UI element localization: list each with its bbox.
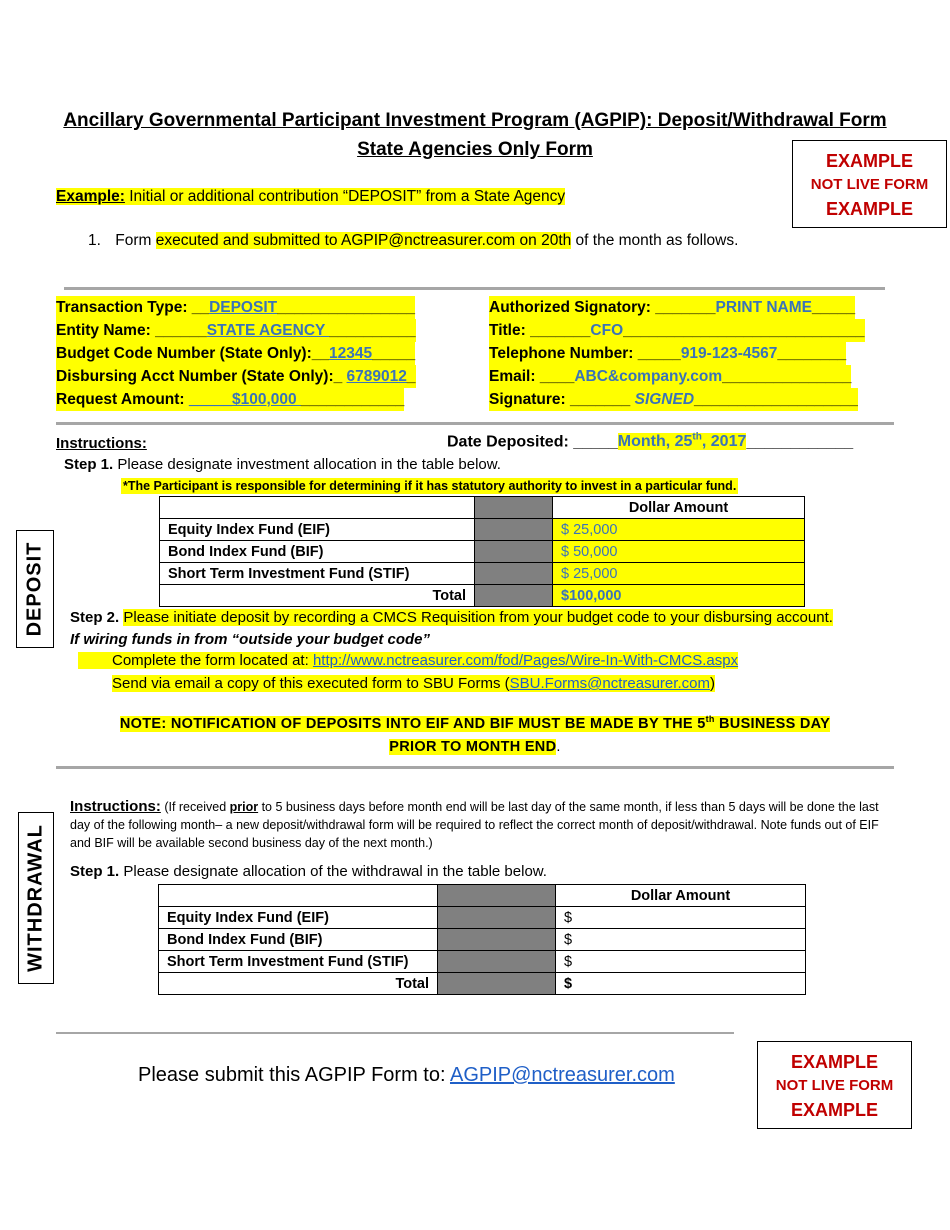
field-email[interactable]: Email: ____ABC&company.com_______________ <box>489 365 851 388</box>
field-signature[interactable]: Signature: _______ SIGNED___________________ <box>489 388 858 411</box>
table-row <box>159 929 806 951</box>
fund-name: Equity Index Fund (EIF) <box>160 519 475 541</box>
example-text: Initial or additional contribution “DEPOSIT” from a State Agency <box>124 188 566 205</box>
table-row <box>160 541 805 563</box>
field-transaction-type[interactable]: Transaction Type: __DEPOSIT________________ <box>56 296 415 319</box>
withdrawal-step1: Step 1. Please designate allocation of the withdrawal in the table below. <box>70 863 547 880</box>
fund-amount[interactable]: $ <box>556 951 806 973</box>
step-highlight: executed and submitted to AGPIP@nctreasurer.com on 20th <box>155 232 572 249</box>
deposit-step2: Step 2. Please initiate deposit by recording a CMCS Requisition from your budget code to your disbursing account. <box>70 609 833 626</box>
field-authorized-signatory[interactable]: Authorized Signatory: _______PRINT NAME_____ <box>489 296 855 319</box>
field-title[interactable]: Title: _______CFO____________________________ <box>489 319 865 342</box>
gray-cell <box>475 519 553 541</box>
fund-name: Bond Index Fund (BIF) <box>160 541 475 563</box>
example-stamp-top <box>792 140 947 228</box>
fund-name: Equity Index Fund (EIF) <box>159 907 438 929</box>
fund-name: Bond Index Fund (BIF) <box>159 929 438 951</box>
total-label: Total <box>160 585 475 607</box>
field-budget-code[interactable]: Budget Code Number (State Only):__12345_____ <box>56 342 415 365</box>
header-blank <box>160 497 475 519</box>
example-line <box>56 188 565 206</box>
numbered-step <box>88 232 738 250</box>
table-row <box>159 907 806 929</box>
total-amount[interactable]: $ <box>556 973 806 995</box>
fund-amount[interactable]: $ <box>556 907 806 929</box>
table-row <box>160 563 805 585</box>
gray-cell <box>475 497 553 519</box>
header-blank <box>159 885 438 907</box>
deposit-notice: NOTE: NOTIFICATION OF DEPOSITS INTO EIF AND BIF MUST BE MADE BY THE 5th BUSINESS DAY PRIOR TO MONTH END. <box>119 714 831 755</box>
divider-withdrawal <box>56 766 894 769</box>
authority-note: *The Participant is responsible for determining if it has statutory authority to invest in a particular fund. <box>123 479 737 493</box>
example-stamp-bottom <box>757 1041 912 1129</box>
stamp-line1: EXAMPLE <box>825 151 913 171</box>
example-label: Example: <box>56 188 125 205</box>
withdrawal-instructions: Instructions: (If received prior to 5 business days before month end will be last day of the same month, if less than 5 days will be done the last day of the following month– a new deposit/withdrawal form will be required to reflect the correct month of deposit/withdrawal. Note funds out of EIF and BIF will be available second business day of the next month.) <box>70 798 879 850</box>
wiring-note: If wiring funds in from “outside your budget code” <box>70 631 430 648</box>
divider-fields <box>56 422 894 425</box>
table-row <box>159 951 806 973</box>
fund-name: Short Term Investment Fund (STIF) <box>159 951 438 973</box>
stamp-line3: EXAMPLE <box>825 199 913 219</box>
fund-name: Short Term Investment Fund (STIF) <box>160 563 475 585</box>
deposit-step1: Step 1. Please designate investment allocation in the table below. <box>64 456 501 473</box>
fund-amount[interactable]: $ 25,000 <box>553 563 805 585</box>
gray-cell <box>438 951 556 973</box>
complete-form-line: Complete the form located at: http://www.nctreasurer.com/fod/Pages/Wire-In-With-CMCS.aspx <box>78 652 738 669</box>
gray-cell <box>475 585 553 607</box>
page-title: Ancillary Governmental Participant Investment Program (AGPIP): Deposit/Withdrawal Form <box>63 110 887 131</box>
fund-amount[interactable]: $ 50,000 <box>553 541 805 563</box>
divider-bottom <box>56 1032 734 1034</box>
wire-in-link[interactable]: http://www.nctreasurer.com/fod/Pages/Wire-In-With-CMCS.aspx <box>312 652 739 669</box>
dollar-amount-header: Dollar Amount <box>556 885 806 907</box>
table-row <box>160 519 805 541</box>
total-amount[interactable]: $100,000 <box>553 585 805 607</box>
send-email-line: Send via email a copy of this executed form to SBU Forms (SBU.Forms@nctreasurer.com) <box>112 675 715 692</box>
gray-cell <box>438 929 556 951</box>
field-request-amount[interactable]: Request Amount: _____$100,000 ____________ <box>56 388 404 411</box>
fields-left <box>56 296 416 411</box>
agpip-email-link[interactable]: AGPIP@nctreasurer.com <box>449 1064 675 1086</box>
submit-line: Please submit this AGPIP Form to: AGPIP@nctreasurer.com <box>138 1064 675 1086</box>
field-telephone[interactable]: Telephone Number: _____919-123-4567________ <box>489 342 846 365</box>
withdrawal-allocation-table <box>158 884 806 995</box>
sbu-forms-link[interactable]: SBU.Forms@nctreasurer.com <box>509 675 710 692</box>
page-subtitle: State Agencies Only Form <box>357 139 593 160</box>
field-entity-name[interactable]: Entity Name: ______STATE AGENCY __________ <box>56 319 416 342</box>
fields-right <box>489 296 865 411</box>
dollar-amount-header: Dollar Amount <box>553 497 805 519</box>
deposit-allocation-table <box>159 496 805 607</box>
fund-amount[interactable]: $ <box>556 929 806 951</box>
divider-top <box>64 287 885 290</box>
table-row <box>160 585 805 607</box>
stamp-line3: EXAMPLE <box>790 1100 878 1120</box>
deposit-side-label: DEPOSIT <box>16 530 54 648</box>
step-post: of the month as follows. <box>571 232 739 249</box>
total-label: Total <box>159 973 438 995</box>
gray-cell <box>438 907 556 929</box>
gray-cell <box>438 973 556 995</box>
step-number: 1. <box>88 232 101 249</box>
date-deposited[interactable]: Date Deposited: _____Month, 25th, 2017____________ <box>447 432 854 451</box>
withdrawal-side-label: WITHDRAWAL <box>18 812 54 984</box>
gray-cell <box>438 885 556 907</box>
field-disbursing-acct[interactable]: Disbursing Acct Number (State Only):_ 6789012_ <box>56 365 416 388</box>
table-row <box>159 973 806 995</box>
gray-cell <box>475 541 553 563</box>
stamp-line2: NOT LIVE FORM <box>810 176 929 193</box>
fund-amount[interactable]: $ 25,000 <box>553 519 805 541</box>
gray-cell <box>475 563 553 585</box>
deposit-instructions-label: Instructions: <box>56 435 147 452</box>
stamp-line1: EXAMPLE <box>790 1052 878 1072</box>
stamp-line2: NOT LIVE FORM <box>775 1077 894 1094</box>
step-pre: Form <box>115 232 156 249</box>
